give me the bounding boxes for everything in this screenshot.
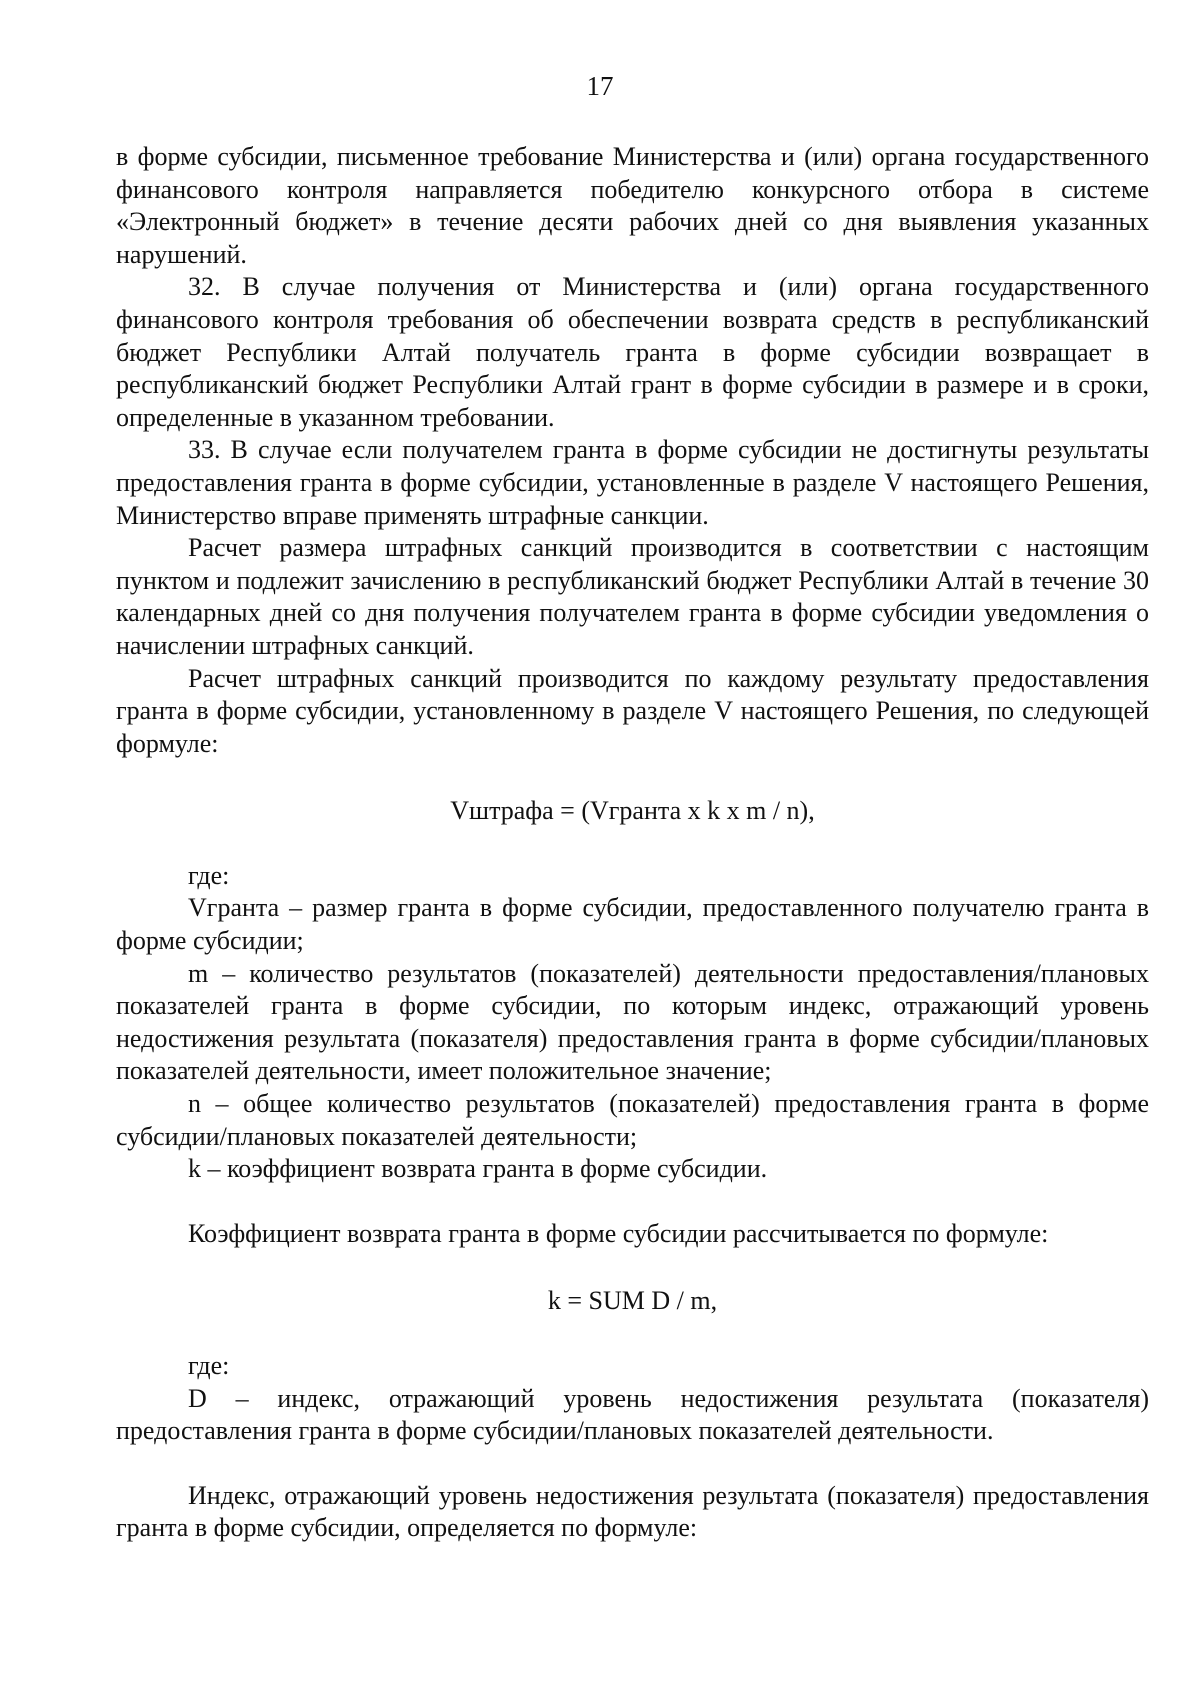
definition-vgranta: Vгранта – размер гранта в форме субсидии, предоставленного получателю гранта в форме субсидии; [116,893,1149,956]
definition-m: m – количество результатов (показателей) деятельности предоставления/плановых показателей гранта в форме субсидии, по которым индекс, отражающий уровень недостижения результата (показателя) предоставления гранта в форме субсидии/плановых показателей деятельности, имеет положительное значение; [116,958,1149,1086]
where-label-2: где: [188,1351,230,1380]
paragraph-index-intro: Индекс, отражающий уровень недостижения результата (показателя) предоставления гранта в форме субсидии, определяется по формуле: [116,1480,1149,1543]
formula-penalty: Vштрафа = (Vгранта x k x m / n), [450,796,815,826]
paragraph-32: 32. В случае получения от Министерства и (или) органа государственного финансового контроля требования об обеспечении возврата средств в республиканский бюджет Республики Алтай получатель гранта в форме субсидии возвращает в республиканский бюджет Республики Алтай грант в форме субсидии в размере и в сроки, определенные в указанном требовании. [116,272,1149,432]
page-number: 17 [586,71,614,101]
paragraph-penalty-formula-intro: Расчет штрафных санкций производится по каждому результату предоставления гранта в форме субсидии, установленному в разделе V настоящего Решения, по следующей формуле: [116,663,1149,758]
definition-n: n – общее количество результатов (показателей) предоставления гранта в форме субсидии/плановых показателей деятельности; [116,1089,1149,1151]
paragraph-33: 33. В случае если получателем гранта в форме субсидии не достигнуты результаты предоставления гранта в форме субсидии, установленные в разделе V настоящего Решения, Министерство вправе применять штрафные санкции. [116,435,1149,530]
paragraph-continuation: в форме субсидии, письменное требование Министерства и (или) органа государственного финансового контроля направляется победителю конкурсного отбора в системе «Электронный бюджет» в течение десяти рабочих дней со дня выявления указанных нарушений. [116,142,1149,269]
definition-d: D – индекс, отражающий уровень недостижения результата (показателя) предоставления гранта в форме субсидии/плановых показателей деятельности. [116,1383,1149,1446]
document-body [116,141,1149,1545]
paragraph-coefficient-intro: Коэффициент возврата гранта в форме субсидии рассчитывается по формуле: [188,1218,1049,1248]
definition-k: k – коэффициент возврата гранта в форме субсидии. [188,1154,768,1184]
paragraph-penalty-calculation: Расчет размера штрафных санкций производится в соответствии с настоящим пунктом и подлежит зачислению в республиканский бюджет Республики Алтай в течение 30 календарных дней со дня получения получателем гранта в форме субсидии уведомления о начислении штрафных санкций. [116,533,1149,660]
formula-coefficient: k = SUM D / m, [547,1286,718,1316]
where-label: где: [188,860,230,890]
